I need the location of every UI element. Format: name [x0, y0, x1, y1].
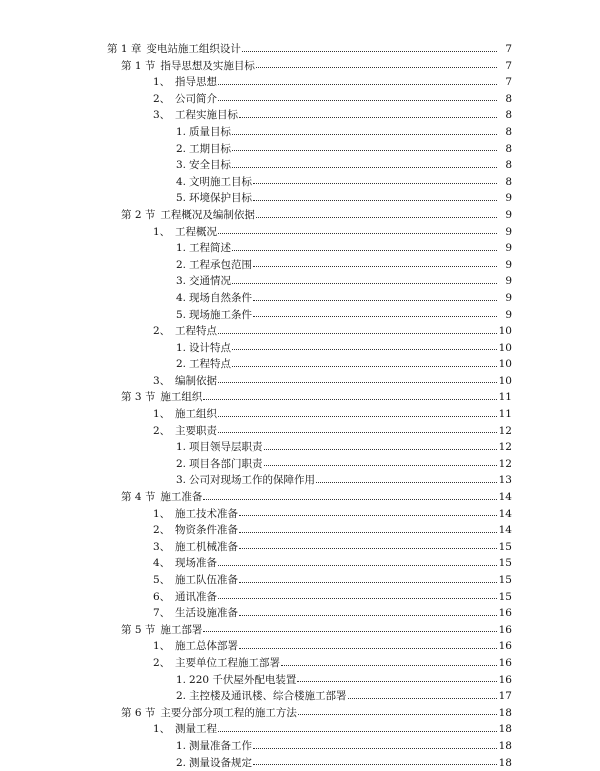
dot-leader [256, 217, 497, 218]
toc-entry-title: 公司对现场工作的保障作用 [189, 474, 316, 487]
toc-entry[interactable] [0, 124, 600, 141]
toc-entry[interactable] [0, 688, 600, 705]
toc-entry-page-number: 9 [505, 242, 512, 255]
toc-entry-title: 施工组织 [175, 408, 217, 421]
toc-entry-page-number: 16 [498, 640, 512, 653]
toc-entry-title: 工程特点 [175, 325, 217, 338]
toc-entry[interactable] [0, 489, 600, 506]
toc-entry[interactable] [0, 389, 600, 406]
toc-entry-title: 工程概况及编制依据 [160, 208, 255, 221]
dot-leader [239, 582, 497, 583]
toc-entry-page-number: 8 [505, 109, 512, 122]
toc-entry-number: 5. [176, 192, 187, 205]
toc-entry-number: 5. [176, 308, 187, 321]
toc-entry-number: 4. [176, 291, 187, 304]
toc-entry-title: 测量设备规定 [189, 756, 253, 769]
toc-entry[interactable] [0, 91, 600, 108]
toc-entry-number: 第 2 节 [121, 208, 156, 221]
toc-entry-title: 工程特点 [189, 358, 232, 371]
toc-entry-title: 施工技术准备 [175, 507, 238, 520]
toc-entry-page-number: 9 [505, 225, 512, 238]
toc-entry[interactable] [0, 141, 600, 158]
toc-entry-number: 1. [176, 673, 187, 686]
toc-entry-number: 2. [176, 358, 187, 371]
toc-entry-title: 生活设施准备 [175, 607, 238, 620]
toc-entry-number: 1. [176, 125, 187, 138]
toc-entry-title: 现场准备 [175, 557, 217, 570]
toc-entry[interactable] [0, 738, 600, 755]
dot-leader [281, 665, 497, 666]
toc-entry[interactable] [0, 74, 600, 91]
dot-leader [253, 200, 497, 201]
dot-leader [239, 532, 497, 533]
toc-entry-page-number: 9 [505, 258, 512, 271]
toc-entry[interactable] [0, 290, 600, 307]
toc-entry-title: 测量工程 [175, 723, 217, 736]
dot-leader [253, 748, 497, 749]
dot-leader [348, 698, 497, 699]
toc-entry-title: 变电站施工组织设计 [146, 43, 241, 55]
table-of-contents [0, 41, 600, 771]
toc-entry[interactable] [0, 174, 600, 191]
dot-leader [316, 482, 497, 483]
toc-entry-title: 工程简述 [189, 242, 232, 255]
toc-entry-title: 施工机械准备 [175, 540, 238, 553]
toc-entry[interactable] [0, 207, 600, 224]
dot-leader [264, 449, 497, 450]
dot-leader [256, 67, 497, 68]
toc-entry-title: 安全目标 [189, 159, 232, 172]
toc-entry[interactable] [0, 373, 600, 390]
toc-entry-number: 3、 [153, 109, 171, 122]
toc-entry-page-number: 11 [498, 391, 512, 404]
toc-entry[interactable] [0, 522, 600, 539]
toc-entry-number: 2、 [153, 424, 171, 437]
toc-entry-page-number: 14 [498, 524, 512, 537]
toc-entry[interactable] [0, 240, 600, 257]
toc-entry-number: 3、 [153, 374, 171, 387]
toc-entry[interactable] [0, 456, 600, 473]
toc-entry-number: 3、 [153, 540, 171, 553]
toc-entry[interactable] [0, 224, 600, 241]
dot-leader [253, 316, 497, 317]
toc-entry-number: 1、 [153, 408, 171, 421]
dot-leader [203, 499, 497, 500]
toc-entry-title: 施工总体部署 [175, 640, 238, 653]
dot-leader [298, 714, 497, 715]
dot-leader [218, 598, 497, 599]
toc-entry-title: 通讯准备 [175, 590, 217, 603]
toc-entry-page-number: 9 [505, 208, 512, 221]
toc-entry[interactable] [0, 539, 600, 556]
dot-leader [218, 565, 497, 566]
toc-entry-number: 第 4 节 [121, 491, 156, 504]
dot-leader [218, 731, 497, 732]
toc-entry[interactable] [0, 605, 600, 622]
dot-leader [232, 349, 497, 350]
toc-entry-title: 现场施工条件 [189, 308, 253, 321]
toc-entry-page-number: 15 [498, 590, 512, 603]
toc-entry-number: 第 5 节 [121, 623, 156, 636]
toc-entry-title: 工期目标 [189, 142, 232, 155]
toc-entry[interactable] [0, 506, 600, 523]
toc-entry[interactable] [0, 41, 600, 58]
dot-leader [253, 764, 497, 765]
toc-entry-page-number: 15 [498, 557, 512, 570]
toc-entry-number: 3. [176, 275, 187, 288]
dot-leader [218, 432, 497, 433]
toc-entry-page-number: 10 [498, 374, 512, 387]
toc-entry-number: 2、 [153, 524, 171, 537]
toc-entry-title: 主要单位工程施工部署 [175, 656, 280, 669]
toc-entry-page-number: 18 [498, 756, 512, 769]
toc-entry-page-number: 15 [498, 540, 512, 553]
toc-entry-title: 项目各部门职责 [189, 457, 263, 470]
toc-entry[interactable] [0, 755, 600, 771]
toc-entry[interactable] [0, 423, 600, 440]
toc-entry-title: 物资条件准备 [175, 524, 238, 537]
toc-entry-number: 1. [176, 739, 187, 752]
toc-entry[interactable] [0, 589, 600, 606]
toc-entry-title: 工程实施目标 [175, 109, 238, 122]
dot-leader [218, 233, 497, 234]
toc-entry[interactable] [0, 323, 600, 340]
toc-entry-number: 1. [176, 242, 187, 255]
toc-entry-title: 施工准备 [160, 491, 203, 504]
toc-entry-page-number: 12 [498, 441, 512, 454]
toc-entry-page-number: 16 [498, 607, 512, 620]
toc-entry-page-number: 14 [498, 507, 512, 520]
toc-entry-number: 1. [176, 341, 187, 354]
toc-entry-number: 1、 [153, 507, 171, 520]
toc-entry[interactable] [0, 273, 600, 290]
toc-entry-number: 1、 [153, 640, 171, 653]
toc-entry-number: 6、 [153, 590, 171, 603]
toc-entry-page-number: 10 [498, 341, 512, 354]
toc-entry-page-number: 8 [505, 175, 512, 188]
toc-entry[interactable] [0, 340, 600, 357]
toc-entry-number: 7、 [153, 607, 171, 620]
toc-entry-page-number: 8 [505, 142, 512, 155]
toc-entry-number: 第 3 节 [121, 391, 156, 404]
toc-entry-number: 3. [176, 159, 187, 172]
toc-entry[interactable] [0, 672, 600, 689]
toc-entry-page-number: 17 [498, 690, 512, 703]
dot-leader [232, 167, 497, 168]
toc-entry-title: 主要分部分项工程的施工方法 [160, 706, 297, 719]
toc-entry-number: 1、 [153, 76, 171, 89]
dot-leader [218, 100, 497, 101]
dot-leader [232, 250, 497, 251]
toc-entry-page-number: 7 [505, 43, 512, 55]
toc-entry-number: 第 1 节 [121, 59, 156, 72]
toc-entry-number: 5、 [153, 574, 171, 586]
toc-entry[interactable] [0, 406, 600, 423]
toc-entry[interactable] [0, 58, 600, 75]
toc-entry-title: 施工部署 [160, 623, 203, 636]
toc-entry-number: 2. [176, 258, 187, 271]
toc-entry-page-number: 14 [498, 491, 512, 504]
dot-leader [203, 631, 497, 632]
dot-leader [232, 134, 497, 135]
toc-entry-page-number: 7 [505, 59, 512, 72]
toc-entry-number: 1、 [153, 723, 171, 736]
toc-entry-title: 项目领导层职责 [189, 441, 263, 454]
toc-entry-page-number: 12 [498, 457, 512, 470]
toc-entry-title: 工程概况 [175, 225, 217, 238]
toc-entry-number: 2. [176, 756, 187, 769]
toc-entry-page-number: 8 [505, 159, 512, 172]
toc-entry-number: 4. [176, 175, 187, 188]
toc-entry-title: 公司简介 [175, 92, 217, 105]
toc-entry-number: 1、 [153, 225, 171, 238]
toc-entry-number: 2、 [153, 92, 171, 105]
toc-entry-number: 第 1 章 [107, 43, 142, 55]
toc-entry-page-number: 9 [505, 308, 512, 321]
toc-entry-page-number: 9 [505, 192, 512, 205]
toc-entry-title: 施工组织 [160, 391, 203, 404]
toc-entry-title: 指导思想及实施目标 [160, 59, 255, 72]
toc-entry-title: 主控楼及通讯楼、综合楼施工部署 [189, 690, 347, 703]
toc-entry-title: 220 千伏屋外配电装置 [189, 673, 297, 686]
toc-entry-page-number: 12 [498, 424, 512, 437]
toc-entry[interactable] [0, 721, 600, 738]
toc-entry-page-number: 18 [498, 723, 512, 736]
dot-leader [297, 681, 497, 682]
toc-entry-title: 施工队伍准备 [175, 574, 238, 586]
toc-entry-number: 2、 [153, 656, 171, 669]
toc-entry-title: 工程承包范围 [189, 258, 253, 271]
dot-leader [239, 117, 497, 118]
dot-leader [264, 465, 497, 466]
toc-entry[interactable] [0, 638, 600, 655]
toc-entry[interactable] [0, 655, 600, 672]
toc-entry-title: 质量目标 [189, 125, 232, 138]
dot-leader [253, 183, 497, 184]
dot-leader [218, 382, 497, 383]
toc-entry-number: 2. [176, 457, 187, 470]
toc-entry-page-number: 16 [498, 673, 512, 686]
toc-entry[interactable] [0, 472, 600, 489]
dot-leader [218, 416, 497, 417]
toc-entry-title: 主要职责 [175, 424, 217, 437]
toc-entry-title: 文明施工目标 [189, 175, 253, 188]
toc-entry-page-number: 10 [498, 325, 512, 338]
toc-entry[interactable] [0, 705, 600, 722]
toc-entry[interactable] [0, 572, 600, 589]
toc-entry-page-number: 16 [498, 623, 512, 636]
dot-leader [239, 515, 497, 516]
toc-entry[interactable] [0, 190, 600, 207]
toc-entry-number: 2、 [153, 325, 171, 338]
dot-leader [253, 266, 497, 267]
toc-entry-page-number: 9 [505, 275, 512, 288]
toc-entry-title: 指导思想 [175, 76, 217, 89]
toc-entry-number: 2. [176, 690, 187, 703]
dot-leader [239, 548, 497, 549]
toc-entry[interactable] [0, 555, 600, 572]
toc-entry-title: 现场自然条件 [189, 291, 253, 304]
toc-entry-title: 编制依据 [175, 374, 217, 387]
dot-leader [232, 366, 497, 367]
toc-entry[interactable] [0, 439, 600, 456]
dot-leader [232, 150, 497, 151]
dot-leader [232, 283, 497, 284]
toc-entry-title: 设计特点 [189, 341, 232, 354]
toc-entry-title: 交通情况 [189, 275, 232, 288]
dot-leader [253, 300, 497, 301]
dot-leader [239, 648, 497, 649]
toc-entry-page-number: 8 [505, 92, 512, 105]
toc-entry-page-number: 15 [498, 574, 512, 586]
dot-leader [218, 84, 497, 85]
toc-entry-page-number: 10 [498, 358, 512, 371]
toc-entry-number: 第 6 节 [121, 706, 156, 719]
toc-entry-number: 4、 [153, 557, 171, 570]
toc-entry-page-number: 13 [498, 474, 512, 487]
toc-entry-page-number: 7 [505, 76, 512, 89]
dot-leader [242, 51, 497, 52]
toc-entry[interactable] [0, 257, 600, 274]
toc-entry-page-number: 18 [498, 739, 512, 752]
toc-entry-page-number: 18 [498, 706, 512, 719]
toc-entry-number: 2. [176, 142, 187, 155]
toc-entry[interactable] [0, 307, 600, 324]
toc-entry-title: 环境保护目标 [189, 192, 253, 205]
toc-entry[interactable] [0, 622, 600, 639]
toc-entry-page-number: 16 [498, 656, 512, 669]
toc-entry-title: 测量准备工作 [189, 739, 253, 752]
toc-entry-page-number: 11 [498, 408, 512, 421]
toc-entry-number: 3. [176, 474, 187, 487]
dot-leader [239, 615, 497, 616]
toc-entry-page-number: 8 [505, 125, 512, 138]
dot-leader [203, 399, 497, 400]
toc-entry-number: 1. [176, 441, 187, 454]
toc-entry[interactable] [0, 356, 600, 373]
dot-leader [218, 333, 497, 334]
toc-entry[interactable] [0, 107, 600, 124]
toc-entry-page-number: 9 [505, 291, 512, 304]
toc-entry[interactable] [0, 157, 600, 174]
